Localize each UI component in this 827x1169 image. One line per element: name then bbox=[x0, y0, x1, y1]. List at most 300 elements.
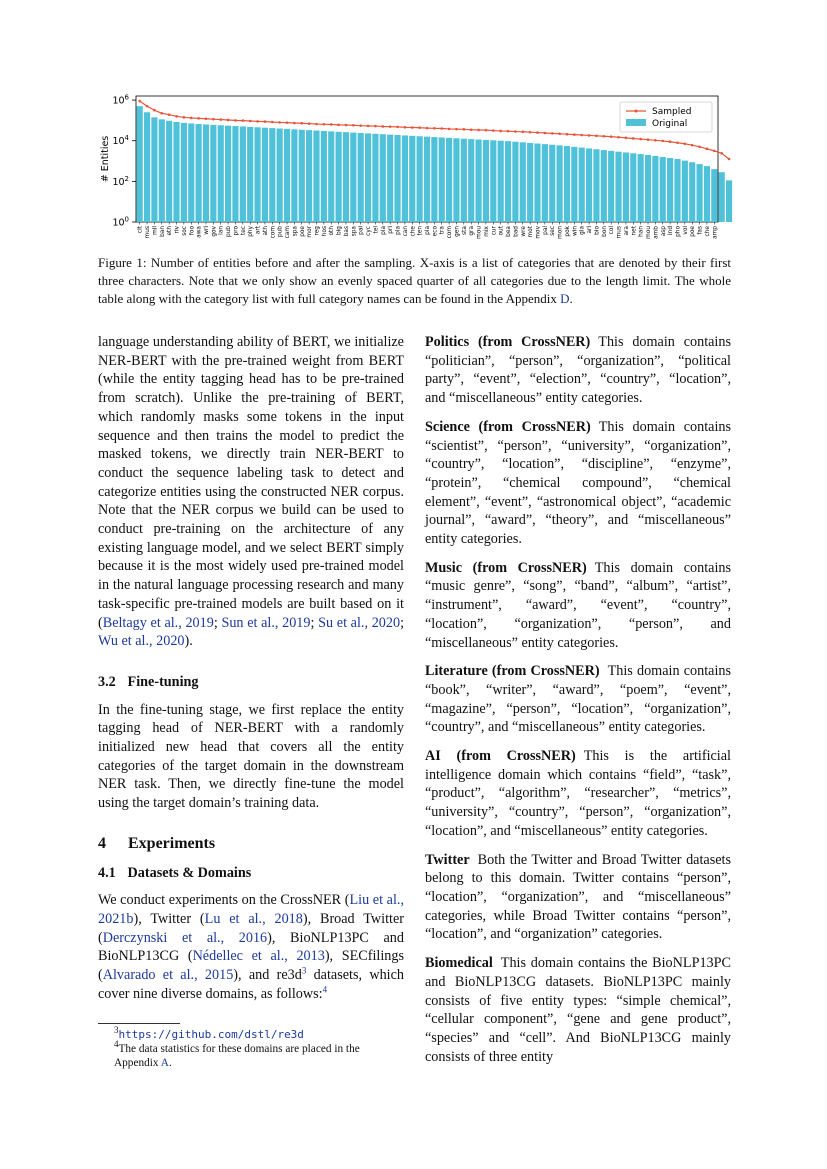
sampled-point bbox=[227, 119, 230, 122]
bar-original bbox=[313, 131, 319, 222]
text-span: ), BioNLP13PC and BioNLP13CG ( bbox=[98, 929, 404, 965]
x-tick-label: out bbox=[498, 226, 505, 236]
sampled-point bbox=[219, 118, 222, 121]
domain-science bbox=[425, 418, 731, 549]
section-3-2-heading bbox=[98, 673, 404, 692]
bar-original bbox=[571, 147, 577, 222]
bar-original bbox=[468, 139, 474, 222]
x-tick-label: soc bbox=[181, 226, 188, 236]
domain-music bbox=[425, 559, 731, 653]
x-tick-label: oth bbox=[329, 226, 336, 236]
bar-original bbox=[424, 137, 430, 222]
bar-original bbox=[564, 146, 570, 222]
caption-end: . bbox=[569, 290, 573, 306]
sampled-point bbox=[323, 123, 326, 126]
bar-original bbox=[667, 158, 673, 222]
bar-original bbox=[336, 132, 342, 222]
x-tick-label: mus bbox=[616, 226, 623, 239]
sampled-point bbox=[396, 126, 399, 129]
x-tick-label: cyc bbox=[366, 226, 373, 236]
sampled-point bbox=[566, 133, 569, 136]
sampled-point bbox=[558, 133, 561, 136]
bar-original bbox=[505, 141, 511, 222]
x-tick-label: pai bbox=[358, 226, 365, 235]
x-tick-label: bas bbox=[343, 226, 350, 237]
domain-text: This domain contains “music genre”, “song”, “band”, “album”, “artist”, “instrument”, “award”, “event”, “country”, “location”, “organization”, “person”, and “miscellaneous” entity categories. bbox=[425, 559, 732, 651]
x-tick-label: pal bbox=[542, 226, 549, 235]
x-tick-label: pho bbox=[675, 226, 682, 237]
x-tick-label: che bbox=[410, 226, 417, 237]
bar-original bbox=[726, 180, 732, 222]
bar-original bbox=[225, 126, 231, 222]
x-tick-label: pla bbox=[425, 226, 431, 235]
domain-title: Biomedical bbox=[425, 955, 493, 972]
x-tick-label: gen bbox=[454, 226, 461, 237]
legend-original-label: Original bbox=[652, 119, 688, 129]
footnote-4-marker[interactable]: 4 bbox=[322, 984, 328, 995]
x-tick-label: vol bbox=[682, 226, 689, 235]
bar-original bbox=[343, 132, 349, 222]
x-tick-label: col bbox=[609, 226, 616, 235]
x-tick-label: cam bbox=[285, 226, 292, 239]
sampled-point bbox=[440, 127, 443, 130]
citation-alvarado[interactable]: Alvarado et al., 2015 bbox=[102, 967, 234, 984]
bar-original bbox=[159, 119, 165, 222]
datasets-paragraph bbox=[98, 891, 404, 1003]
x-tick-label: mov bbox=[535, 226, 542, 239]
citation-derczynski[interactable]: Derczynski et al., 2016 bbox=[102, 929, 268, 946]
x-tick-label: tel bbox=[373, 226, 380, 234]
sampled-point bbox=[529, 131, 532, 134]
entities-bar-chart bbox=[98, 92, 738, 250]
bar-original bbox=[358, 133, 364, 222]
sampled-point bbox=[617, 136, 620, 139]
bar-original bbox=[137, 106, 143, 222]
bar-original bbox=[372, 134, 378, 222]
y-tick-label: $10^0$ bbox=[112, 215, 129, 229]
bar-original bbox=[453, 138, 459, 222]
sampled-point bbox=[404, 126, 407, 129]
x-tick-label: cit bbox=[137, 226, 144, 234]
sampled-point bbox=[698, 146, 701, 149]
bar-original bbox=[719, 172, 725, 222]
bar-original bbox=[498, 141, 504, 222]
x-tick-label: wre bbox=[520, 226, 527, 237]
domain-text: This domain contains the BioNLP13PC and BioNLP13CG datasets. BioNLP13PC mainly consists of five entity types: “simple chemical”, “cellular component”, “gene and gene product”, “species” and “cell”. And BioNLP13CG mainly consists of three entity bbox=[425, 955, 731, 1065]
text-span: ), Broad Twitter ( bbox=[98, 910, 404, 946]
bar-original bbox=[151, 117, 157, 222]
domain-title: Science (from CrossNER) bbox=[425, 418, 591, 435]
bar-original bbox=[144, 112, 150, 222]
bar-original bbox=[365, 133, 371, 222]
bar-original bbox=[188, 123, 194, 222]
bar-original bbox=[579, 148, 585, 222]
sampled-point bbox=[433, 127, 436, 130]
domain-text: This domain contains “politician”, “person”, “organization”, “political party”, “event”, “election”, “country”, “location”, and “miscellaneous” entity categories. bbox=[425, 334, 731, 407]
sampled-point bbox=[374, 125, 377, 128]
bar-original bbox=[586, 148, 592, 222]
x-tick-label: hos bbox=[321, 226, 328, 237]
sampled-point bbox=[669, 140, 672, 143]
bar-original bbox=[682, 161, 688, 222]
bar-original bbox=[697, 164, 703, 222]
sampled-point bbox=[278, 121, 281, 124]
bar-original bbox=[645, 155, 651, 222]
sampled-point bbox=[728, 158, 731, 161]
sampled-point bbox=[544, 132, 547, 135]
sampled-point bbox=[249, 120, 252, 123]
x-tick-label: wri bbox=[203, 226, 210, 235]
bar-original bbox=[512, 142, 518, 222]
sampled-point bbox=[654, 139, 657, 142]
sampled-point bbox=[463, 128, 466, 131]
bar-original bbox=[608, 151, 614, 222]
sampled-point bbox=[367, 125, 370, 128]
x-tick-label: pri bbox=[388, 226, 395, 234]
sampled-point bbox=[713, 150, 716, 153]
section-number: 4.1 bbox=[98, 864, 116, 881]
x-tick-label: mix bbox=[483, 226, 490, 237]
bar-original bbox=[299, 130, 305, 222]
x-tick-label: riv bbox=[174, 226, 181, 234]
domain-text: This domain contains “book”, “writer”, “award”, “poem”, “event”, “magazine”, “person”, “location”, “organization”, “country”, and “miscellaneous” entity categories. bbox=[425, 663, 731, 736]
sampled-point bbox=[382, 125, 385, 128]
domain-text: This domain contains “scientist”, “person”, “university”, “organization”, “country”, “location”, “discipline”, “enzyme”, “protein”, “chemical compound”, “chemical element”, “event”, “astronomical object”, “academic journal”, “award”, “theory”, and “miscellaneous” entity categories. bbox=[425, 418, 732, 548]
left-column bbox=[98, 333, 404, 1004]
footnote-rule bbox=[98, 1023, 180, 1024]
sampled-point bbox=[448, 128, 451, 131]
sampled-point bbox=[345, 124, 348, 127]
bar-original bbox=[218, 125, 224, 222]
bar-original bbox=[306, 130, 312, 222]
citation-beltagy[interactable]: Beltagy et al., 2019 bbox=[102, 614, 214, 631]
domain-ai bbox=[425, 747, 731, 841]
bar-original bbox=[232, 126, 238, 222]
x-tick-label: win bbox=[572, 226, 579, 237]
bar-original bbox=[542, 144, 548, 222]
sampled-point bbox=[308, 122, 311, 125]
bar-original bbox=[394, 135, 400, 222]
footnote-3-url[interactable]: https://github.com/dstl/re3d bbox=[118, 1028, 304, 1041]
sampled-point bbox=[485, 129, 488, 132]
sampled-point bbox=[190, 117, 193, 120]
sampled-point bbox=[720, 152, 723, 155]
bar-original bbox=[173, 122, 179, 222]
x-tick-label: pla bbox=[380, 226, 387, 235]
bar-original bbox=[483, 140, 489, 222]
sampled-point bbox=[359, 124, 362, 127]
bar-original bbox=[520, 142, 526, 222]
sampled-point bbox=[676, 141, 679, 144]
sampled-point bbox=[197, 117, 200, 120]
caption-body: Number of entities before and after the sampling. X-axis is a list of categories that are denoted by their first three characters. Note that we only show an evenly spaced quarter of all categories due to the length limit. The whole table along with the category list with full category names can be found in the Appendix bbox=[98, 255, 731, 306]
bar-original bbox=[674, 159, 680, 222]
sampled-point bbox=[175, 115, 178, 118]
citation-liu[interactable]: Liu et al., 2021b bbox=[98, 892, 404, 927]
bar-original bbox=[615, 152, 621, 222]
x-tick-label: eth bbox=[167, 226, 174, 236]
x-tick-label: sta bbox=[461, 226, 468, 235]
citation-su[interactable]: Su et al., 2020 bbox=[318, 614, 401, 631]
sampled-point bbox=[330, 123, 333, 126]
sampled-point bbox=[514, 130, 517, 133]
sampled-point bbox=[146, 105, 149, 108]
x-tick-label: art bbox=[255, 226, 262, 235]
x-tick-label: big bbox=[336, 226, 343, 235]
footnote-4-appendix-link[interactable]: A bbox=[160, 1057, 169, 1069]
legend-original-swatch bbox=[626, 119, 646, 126]
sampled-point bbox=[588, 134, 591, 137]
footnote-4-text: The data statistics for these domains are placed in the Appendix bbox=[114, 1043, 360, 1069]
sampled-point bbox=[536, 131, 539, 134]
bar-original bbox=[689, 162, 695, 222]
bar-original bbox=[328, 131, 334, 222]
pretraining-paragraph: language understanding ability of BERT, we initialize NER-BERT with the pre-trained weight from BERT (while the entity tagging head has to be pre-trained from scratch). Unlike the pre-training of BERT, which randomly masks some tokens in the input sequence and then trains the model to predict the masked tokens, we directly train NER-BERT to conduct the sequence labeling task to detect and categorize entities using the constructed NER corpus. Note that the NER corpus we build can be used to conduct pre-training on the architecture of any existing language model, and we select BERT simply because it is the most widely used pre-trained model in the natural language processing research and many task-specific pre-trained models are built based on it (Beltagy et al., 2019; Sun et al., 2019; Su et al., 2020; Wu et al., 2020). bbox=[98, 334, 405, 650]
sampled-point bbox=[551, 132, 554, 135]
sampled-point bbox=[256, 120, 259, 123]
sampled-point bbox=[573, 133, 576, 136]
sampled-point bbox=[286, 121, 289, 124]
domain-twitter bbox=[425, 851, 731, 945]
bar-original bbox=[461, 139, 467, 222]
domain-title: AI (from CrossNER) bbox=[425, 748, 576, 765]
citation-nedellec[interactable]: Nédellec et al., 2013 bbox=[192, 948, 325, 965]
x-tick-label: mus bbox=[145, 226, 152, 239]
section-4-1-heading bbox=[98, 864, 404, 883]
x-tick-label: gra bbox=[469, 226, 476, 236]
x-tick-label: ara bbox=[623, 226, 630, 236]
bar-original bbox=[409, 136, 415, 222]
sampled-point bbox=[521, 130, 524, 133]
bar-original bbox=[630, 153, 636, 222]
sampled-point bbox=[625, 137, 628, 140]
bar-original bbox=[387, 135, 393, 222]
bar-original bbox=[593, 149, 599, 222]
x-tick-label: bon bbox=[601, 226, 608, 237]
sampled-point bbox=[205, 117, 208, 120]
sampled-point bbox=[212, 118, 215, 121]
x-tick-label: fas bbox=[697, 226, 704, 235]
domain-literature bbox=[425, 662, 731, 737]
text-span: . bbox=[168, 1057, 172, 1069]
bar-original bbox=[711, 169, 717, 222]
footnote-3-marker[interactable]: 3 bbox=[301, 965, 307, 976]
text-span: ), Twitter ( bbox=[133, 910, 205, 927]
text-span: ), and re3d bbox=[233, 967, 302, 984]
bar-original bbox=[240, 126, 246, 222]
x-tick-label: che bbox=[704, 226, 711, 237]
sampled-point bbox=[507, 130, 510, 133]
x-tick-label: mou bbox=[646, 226, 653, 239]
section-number: 3.2 bbox=[98, 673, 116, 690]
x-tick-label: pla bbox=[395, 226, 402, 235]
x-tick-label: mor bbox=[307, 226, 314, 238]
bar-original bbox=[269, 128, 275, 222]
sampled-point bbox=[661, 140, 664, 143]
sampled-point bbox=[168, 113, 171, 116]
x-tick-label: pok bbox=[564, 226, 571, 237]
footnote-3 bbox=[98, 1025, 404, 1042]
x-tick-label: gov bbox=[211, 226, 218, 237]
bar-original bbox=[417, 136, 423, 222]
legend-sampled-label: Sampled bbox=[652, 107, 692, 117]
section-number: 4 bbox=[98, 834, 106, 852]
bar-original bbox=[490, 140, 496, 222]
footnote-number: 3 bbox=[114, 1025, 119, 1036]
x-tick-label: mot bbox=[528, 226, 535, 238]
sampled-point bbox=[595, 135, 598, 138]
caption-appendix-link[interactable]: D bbox=[560, 290, 570, 306]
bar-original bbox=[402, 135, 408, 222]
y-tick-label: $10^2$ bbox=[112, 174, 129, 188]
x-tick-label: ari bbox=[587, 226, 594, 234]
domain-title: Music (from CrossNER) bbox=[425, 559, 587, 576]
sampled-point bbox=[234, 119, 237, 122]
section-4-heading bbox=[98, 835, 404, 854]
x-tick-label: ten bbox=[417, 226, 424, 236]
sampled-point bbox=[691, 144, 694, 147]
bar-original bbox=[527, 143, 533, 222]
x-tick-label: bea bbox=[506, 226, 513, 237]
sampled-point bbox=[426, 127, 429, 130]
bar-original bbox=[660, 157, 666, 222]
x-tick-label: bad bbox=[513, 226, 520, 237]
bar-original bbox=[203, 124, 209, 222]
legend-sampled-marker bbox=[635, 110, 638, 113]
text-span: ), SECfilings ( bbox=[98, 948, 405, 984]
x-tick-label: pub bbox=[277, 226, 284, 238]
bar-original bbox=[623, 153, 629, 223]
y-tick-label: $10^4$ bbox=[112, 134, 129, 148]
footnote-4 bbox=[98, 1039, 404, 1070]
x-tick-label: asp bbox=[660, 226, 667, 237]
footnotes bbox=[98, 1023, 404, 1070]
domain-title: Twitter bbox=[425, 851, 470, 868]
x-tick-label: pro bbox=[233, 226, 240, 236]
sampled-point bbox=[300, 122, 303, 125]
figure-caption bbox=[98, 254, 731, 307]
sampled-point bbox=[315, 123, 318, 126]
bar-original bbox=[446, 138, 452, 222]
sampled-point bbox=[470, 128, 473, 131]
bar-original bbox=[557, 145, 563, 222]
sampled-point bbox=[418, 126, 421, 129]
sampled-point bbox=[138, 100, 141, 103]
domain-title: Politics (from CrossNER) bbox=[425, 334, 591, 350]
bar-original bbox=[262, 128, 268, 222]
sampled-point bbox=[580, 134, 583, 137]
sampled-point bbox=[264, 120, 267, 123]
sampled-point bbox=[352, 124, 355, 127]
x-tick-label: poe bbox=[299, 226, 306, 237]
sampled-point bbox=[706, 148, 709, 151]
sampled-point bbox=[455, 128, 458, 131]
bar-original bbox=[549, 145, 555, 222]
x-tick-label: amb bbox=[653, 226, 660, 239]
right-column bbox=[425, 333, 731, 1076]
sampled-point bbox=[389, 125, 392, 128]
bar-original bbox=[475, 139, 481, 222]
section-title: Fine-tuning bbox=[127, 673, 199, 690]
bar-original bbox=[247, 127, 253, 222]
sampled-point bbox=[411, 126, 414, 129]
x-tick-label: mou bbox=[476, 226, 483, 239]
sampled-point bbox=[603, 135, 606, 138]
caption-label: Figure 1: bbox=[98, 255, 147, 270]
bar-original bbox=[534, 144, 540, 222]
section-title: Experiments bbox=[128, 834, 216, 852]
sampled-point bbox=[293, 122, 296, 125]
figure-1-chart bbox=[98, 92, 738, 250]
x-tick-label: ath bbox=[262, 226, 269, 236]
x-tick-label: mon bbox=[557, 226, 564, 239]
y-tick-label: $10^6$ bbox=[112, 93, 129, 107]
domain-text: This is the artificial intelligence domain which contains “field”, “task”, “product”, “algorithm”, “researcher”, “metrics”, “university”, “country”, “person”, “organization”, “location”, and “miscellaneous” entity categories. bbox=[425, 748, 731, 839]
x-tick-label: awa bbox=[196, 226, 203, 238]
text-span: datasets, which cover nine diverse domains, as follows: bbox=[98, 967, 404, 1002]
x-tick-label: net bbox=[631, 226, 638, 236]
sampled-point bbox=[499, 130, 502, 133]
sampled-point bbox=[684, 142, 687, 145]
bar-original bbox=[321, 131, 327, 222]
x-tick-label: ban bbox=[159, 226, 166, 237]
x-tick-label: tec bbox=[240, 226, 247, 236]
bar-original bbox=[601, 150, 607, 222]
x-tick-label: can bbox=[402, 226, 409, 237]
domain-title: Literature (from CrossNER) bbox=[425, 663, 600, 680]
x-tick-label: spa bbox=[292, 226, 299, 237]
sampled-point bbox=[160, 112, 163, 115]
sampled-point bbox=[183, 116, 186, 119]
x-tick-label: han bbox=[638, 226, 645, 237]
bar-original bbox=[350, 133, 356, 222]
x-tick-label: amp bbox=[712, 226, 719, 239]
x-tick-label: pub bbox=[226, 226, 233, 238]
x-tick-label: foo bbox=[189, 226, 196, 236]
text-span: We conduct experiments on the CrossNER ( bbox=[98, 892, 350, 909]
y-axis-label: # Entities bbox=[100, 135, 111, 183]
x-tick-label: bio bbox=[594, 226, 601, 235]
text-span: language understanding ability of BERT, we initialize NER-BERT with the pre-trained weight from BERT (while the entity tagging head has to be pre-trained from scratch). Unlike the pre-training of BERT, which randomly masks some tokens in the input sequence and then trains the model to predict the masked tokens, we directly train NER-BERT to conduct the sequence labeling task to detect and categorize entities using the constructed NER corpus. Note that the NER corpus we build can be used to conduct pre-training on the architecture of any existing language model, and we select BERT simply because it is the most widely used pre-trained model in the natural language processing research and many task-specific pre-trained models are built based on it ( bbox=[98, 334, 404, 631]
bar-original bbox=[704, 166, 710, 222]
bar-original bbox=[277, 129, 283, 222]
citation-sun[interactable]: Sun et al., 2019 bbox=[221, 614, 311, 631]
bar-original bbox=[638, 154, 644, 222]
x-tick-label: ind bbox=[668, 226, 675, 235]
bar-original bbox=[254, 127, 260, 222]
x-tick-label: tra bbox=[439, 226, 446, 235]
footnote-number: 4 bbox=[114, 1039, 119, 1050]
sampled-point bbox=[337, 124, 340, 127]
bar-original bbox=[284, 129, 290, 222]
x-tick-label: gla bbox=[579, 226, 586, 235]
x-tick-label: lan bbox=[218, 226, 225, 235]
sampled-point bbox=[492, 129, 495, 132]
citation-lu[interactable]: Lu et al., 2018 bbox=[204, 910, 303, 927]
x-tick-label: spa bbox=[351, 226, 358, 237]
x-tick-label: com bbox=[447, 226, 454, 239]
citation-wu[interactable]: Wu et al., 2020 bbox=[98, 633, 185, 650]
text-span: ). bbox=[184, 633, 193, 650]
sampled-point bbox=[610, 135, 613, 138]
domain-politics bbox=[425, 333, 731, 408]
x-tick-label: reg bbox=[314, 226, 321, 236]
sampled-point bbox=[153, 109, 156, 112]
sampled-point bbox=[632, 137, 635, 140]
x-tick-label: cur bbox=[491, 226, 498, 236]
sampled-point bbox=[639, 138, 642, 141]
finetuning-paragraph: In the fine-tuning stage, we first replace the entity tagging head of NER-BERT with a randomly initialized new head that covers all the entity categories of the target domain in the downstream NER task. Then, we directly fine-tune the model using the target domain’s training data. bbox=[98, 701, 404, 812]
